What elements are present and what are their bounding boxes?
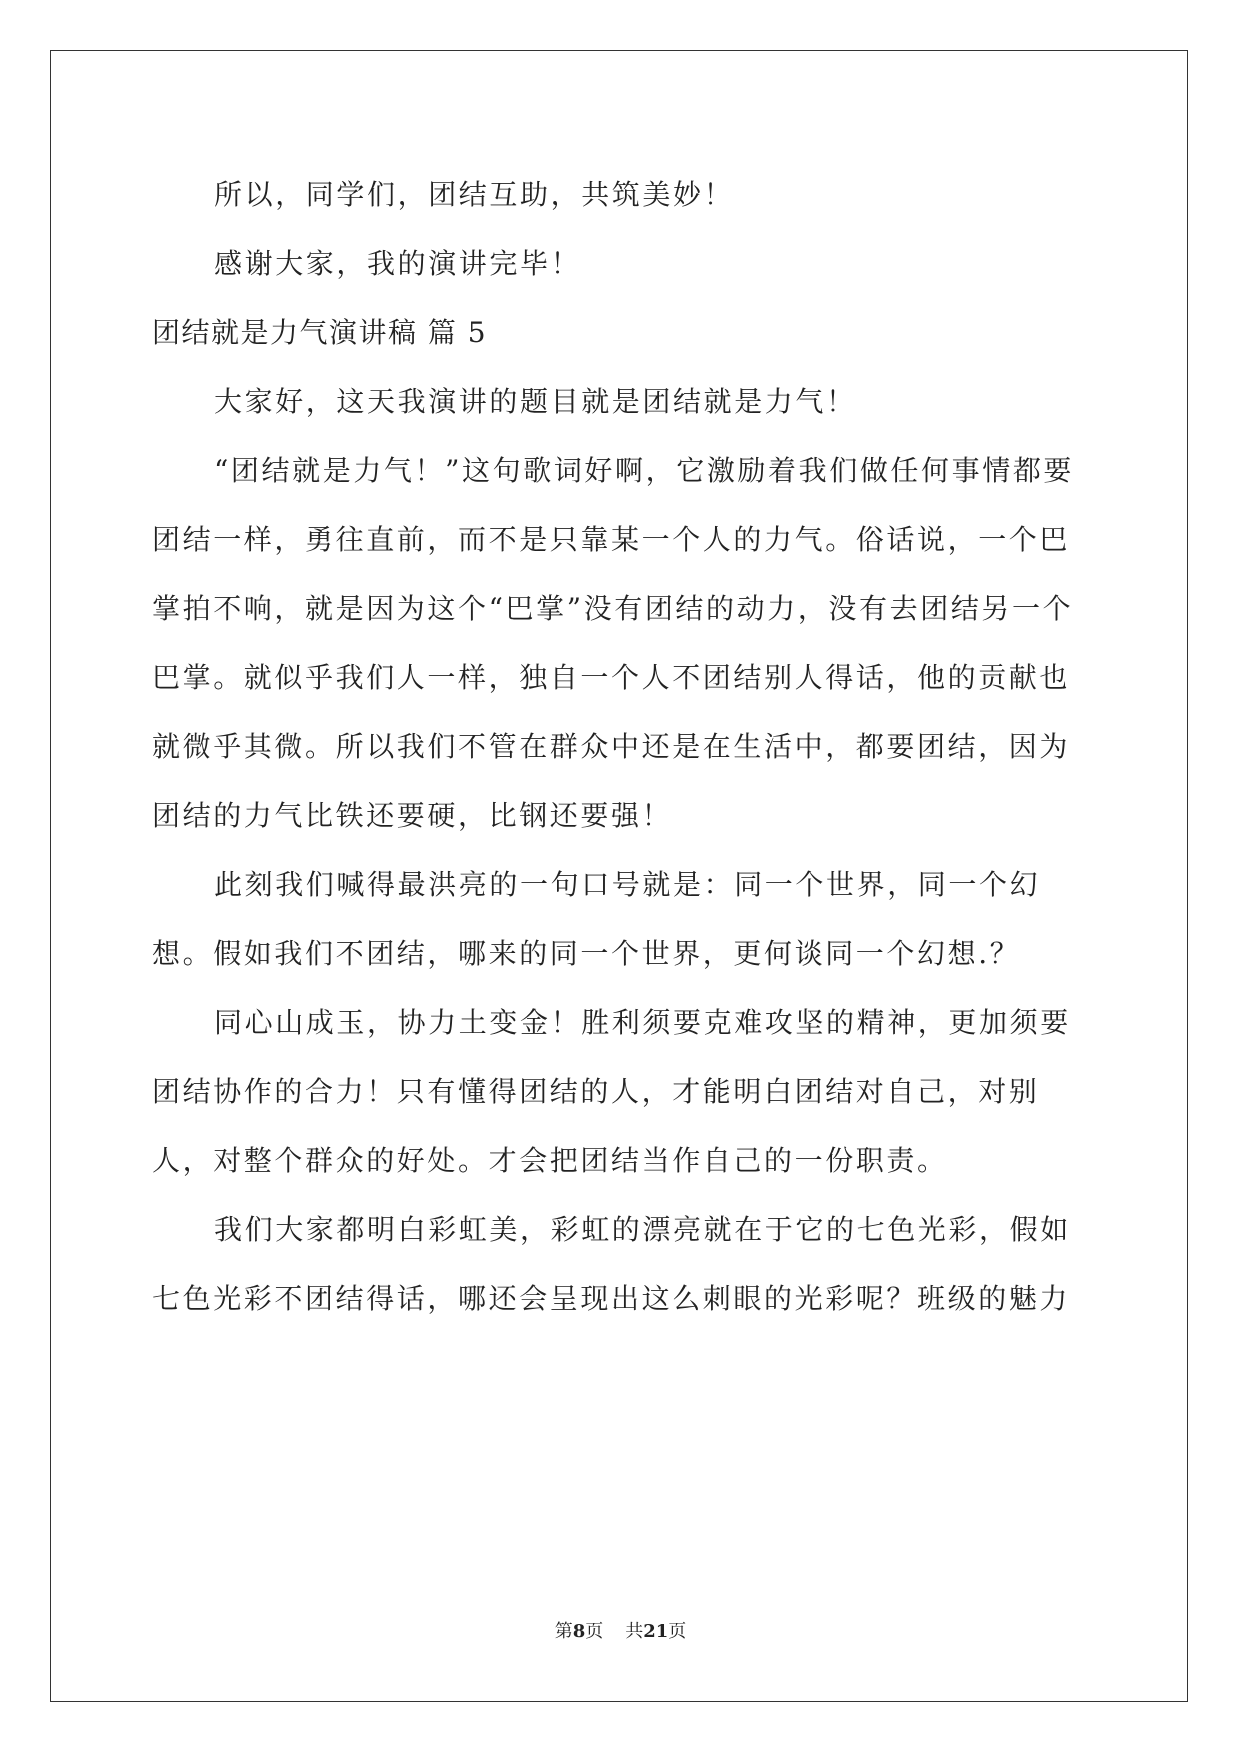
total-prefix: 共: [625, 1621, 644, 1642]
total-pages: 21: [643, 1621, 669, 1642]
page-footer: [0, 1617, 1241, 1643]
paragraph-conclusion: 所以，同学们，团结互助，共筑美妙！: [214, 178, 735, 211]
paragraph-slogan: 此刻我们喊得最洪亮的一句口号就是：同一个世界，同一个幻想。假如我们不团结，哪来的同一个世界，更何谈同一个幻想.？: [152, 868, 1041, 970]
total-suffix: 页: [668, 1621, 687, 1642]
document-body: [152, 160, 1092, 1333]
page-suffix: 页: [585, 1621, 604, 1642]
paragraph-cooperation: 同心山成玉，协力土变金！胜利须要克难攻坚的精神，更加须要团结协作的合力！只有懂得团结的人，才能明白团结对自己，对别人，对整个群众的好处。才会把团结当作自己的一份职责。: [152, 1006, 1071, 1177]
paragraph-thanks: 感谢大家，我的演讲完毕！: [214, 247, 582, 280]
paragraph-greeting: 大家好，这天我演讲的题目就是团结就是力气！: [214, 385, 857, 418]
page-prefix: 第: [554, 1621, 573, 1642]
section-heading: 团结就是力气演讲稿 篇 5: [152, 316, 488, 349]
page-number: 8: [572, 1621, 586, 1642]
paragraph-song-lyric: “团结就是力气！”这句歌词好啊，它激励着我们做任何事情都要团结一样，勇往直前，而不是只靠某一个人的力气。俗话说，一个巴掌拍不响，就是因为这个“巴掌”没有团结的动力，没有去团结另一个巴掌。就似乎我们人一样，独自一个人不团结别人得话，他的贡献也就微乎其微。所以我们不管在群众中还是在生活中，都要团结，因为团结的力气比铁还要硬，比钢还要强！: [152, 454, 1075, 832]
paragraph-rainbow: 我们大家都明白彩虹美，彩虹的漂亮就在于它的七色光彩，假如七色光彩不团结得话，哪还会呈现出这么刺眼的光彩呢？班级的魅力: [152, 1213, 1071, 1315]
